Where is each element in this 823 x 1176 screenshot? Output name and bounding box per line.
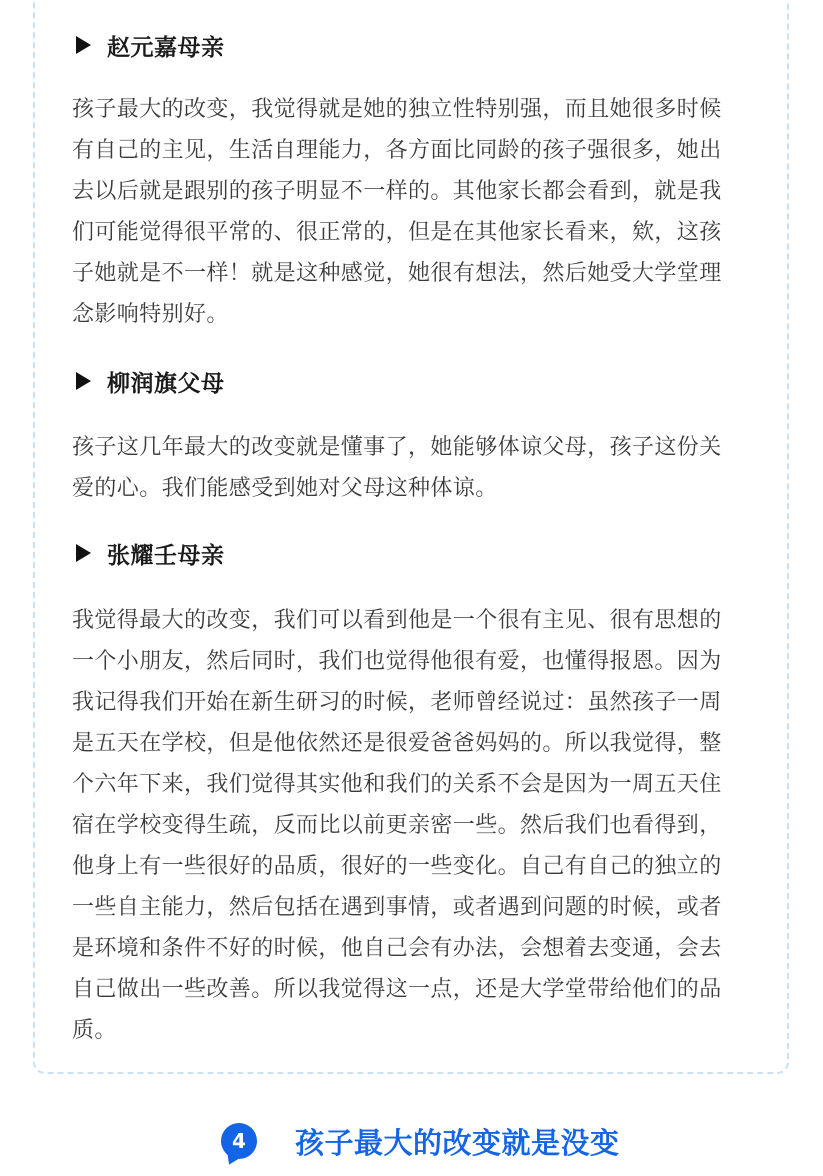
paragraph-line: 是环境和条件不好的时候，他自己会有办法，会想着去变通，会去: [72, 936, 722, 961]
paragraph-line: 一些自主能力，然后包括在遇到事情，或者遇到问题的时候，或者: [72, 895, 722, 920]
paragraph-line: 我觉得最大的改变，我们可以看到他是一个很有主见、很有思想的: [72, 608, 722, 633]
paragraph-2: [72, 427, 762, 509]
next-section-title: [221, 1120, 620, 1162]
paragraph-3: [72, 600, 762, 1051]
paragraph-line: 爱的心。我们能感受到她对父母这种体谅。: [72, 476, 498, 501]
paragraph-line: 自己做出一些改善。所以我觉得这一点，还是大学堂带给他们的品: [72, 977, 722, 1002]
paragraph-line: 孩子这几年最大的改变就是懂事了，她能够体谅父母，孩子这份关: [72, 435, 722, 460]
paragraph-line: 他身上有一些很好的品质，很好的一些变化。自己有自己的独立的: [72, 854, 722, 879]
paragraph-line: 个六年下来，我们觉得其实他和我们的关系不会是因为一周五天住: [72, 772, 722, 797]
heading-text: 张耀壬母亲: [107, 542, 225, 569]
section-title-text: 孩子最大的改变就是没变: [295, 1125, 620, 1160]
section-number-badge: 4: [221, 1123, 257, 1159]
paragraph-line: 去以后就是跟别的孩子明显不一样的。其他家长都会看到，就是我: [72, 179, 722, 204]
paragraph-line: 是五天在学校，但是他依然还是很爱爸爸妈妈的。所以我觉得，整: [72, 731, 722, 756]
paragraph-1: [72, 89, 762, 335]
paragraph-line: 念影响特别好。: [72, 302, 229, 327]
heading-text: 柳润旗父母: [107, 370, 225, 397]
section-heading-2: [76, 365, 225, 397]
paragraph-line: 宿在学校变得生疏，反而比以前更亲密一些。然后我们也看得到，: [72, 813, 722, 838]
paragraph-line: 孩子最大的改变，我觉得就是她的独立性特别强，而且她很多时候: [72, 97, 722, 122]
paragraph-line: 有自己的主见，生活自理能力，各方面比同龄的孩子强很多，她出: [72, 138, 722, 163]
paragraph-line: 们可能觉得很平常的、很正常的，但是在其他家长看来，欸，这孩: [72, 220, 722, 245]
triangle-bullet-icon: [76, 544, 91, 562]
paragraph-line: 一个小朋友，然后同时，我们也觉得他很有爱，也懂得报恩。因为: [72, 649, 722, 674]
paragraph-line: 质。: [72, 1018, 117, 1043]
heading-text: 赵元嘉母亲: [107, 34, 225, 61]
paragraph-line: 子她就是不一样！就是这种感觉，她很有想法，然后她受大学堂理: [72, 261, 722, 286]
triangle-bullet-icon: [76, 372, 91, 390]
section-heading-1: [76, 29, 225, 61]
triangle-bullet-icon: [76, 36, 91, 54]
paragraph-line: 我记得我们开始在新生研习的时候，老师曾经说过：虽然孩子一周: [72, 690, 722, 715]
section-heading-3: [76, 537, 225, 569]
